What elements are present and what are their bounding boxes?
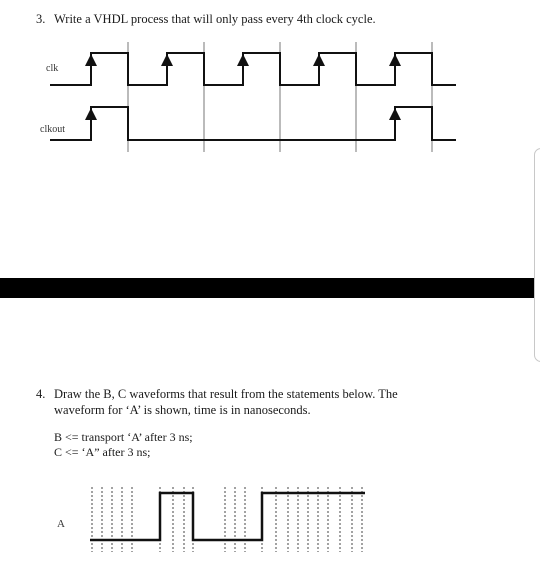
question-4-line-1: Draw the B, C waveforms that result from the statements below. The	[54, 387, 398, 401]
clkout-label: clkout	[40, 124, 65, 135]
clkout-rising-edge-arrows	[91, 114, 395, 126]
question-4-number: 4.	[36, 387, 46, 401]
redaction-bar	[0, 278, 540, 298]
question-3-number: 3.	[36, 12, 46, 26]
question-4-line-2: waveform for ‘A’ is shown, time is in nanoseconds.	[54, 403, 311, 417]
q4-grid-lines	[92, 487, 362, 552]
a-waveform	[90, 493, 365, 540]
code-line-1: B <= transport ‘A’ after 3 ns;	[54, 430, 193, 444]
question-3-text: Write a VHDL process that will only pass every 4th clock cycle.	[54, 12, 376, 26]
clk-label: clk	[46, 63, 59, 74]
code-line-2: C <= ‘A” after 3 ns;	[54, 445, 151, 459]
side-panel-tab[interactable]	[534, 148, 540, 362]
clk-rising-edge-arrows	[91, 60, 395, 72]
a-label: A	[57, 518, 65, 530]
